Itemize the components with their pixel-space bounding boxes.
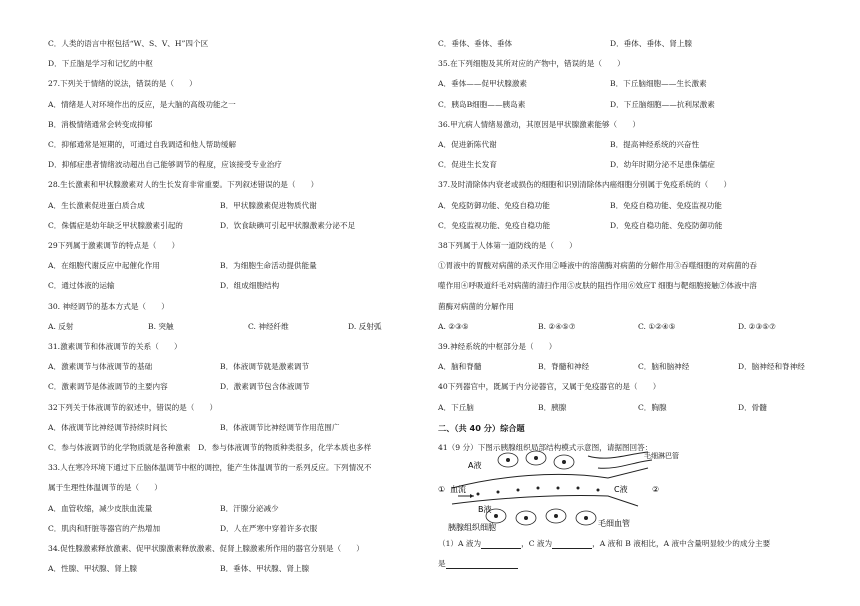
option-b[interactable]: D．组成细胞结构	[220, 281, 280, 291]
option-b[interactable]: D．饮食缺碘可引起甲状腺激素分泌不足	[220, 220, 356, 230]
option-b[interactable]: B．汗腺分泌减少	[220, 503, 279, 513]
diagram-label-a: A液	[468, 461, 482, 470]
diagram-circle-1: ①	[438, 485, 446, 494]
question-line: D．下丘脑是学习和记忆的中枢	[48, 59, 153, 69]
pancreas-tissue-diagram	[438, 448, 688, 532]
q41-blank-3[interactable]	[446, 560, 518, 569]
question-line: 27.下列关于情绪的说法，错误的是（ ）	[48, 79, 197, 89]
option-b[interactable]: B. 突触	[148, 321, 174, 331]
option-a[interactable]: A. ②③⑤	[438, 321, 469, 331]
option-a[interactable]: A．下丘脑	[438, 402, 474, 412]
question-line: 菌酶对病菌的分解作用	[438, 301, 514, 311]
option-b[interactable]: D．免疫自稳功能、免疫防御功能	[610, 220, 723, 230]
question-line: 噬作用④呼吸道纤毛对病菌的清扫作用⑤皮肤的阻挡作用⑥效应T 细胞与靶细胞接触⑦体液中溶	[438, 281, 757, 291]
diagram-label-blood: 血流	[450, 485, 466, 494]
q41-blank-1[interactable]	[481, 540, 521, 549]
question-line: 31.激素调节和体液调节的关系（ ）	[48, 342, 182, 351]
question-line: 32下列关于体液调节的叙述中，错误的是（ ）	[48, 402, 218, 412]
option-c[interactable]: C. 神经纤维	[248, 321, 289, 331]
option-a[interactable]: C．通过体液的运输	[48, 281, 115, 291]
option-a[interactable]: A．促进新陈代谢	[438, 140, 497, 149]
question-line: 37.及时清除体内衰老或损伤的细胞和识别清除体内癌细胞分别属于免疫系统的（ ）	[438, 180, 732, 190]
option-a[interactable]: C．垂体、垂体、垂体	[438, 39, 513, 48]
question-line: C．抑郁通常是短期的，可通过自我调适和他人帮助缓解	[48, 140, 237, 149]
option-b[interactable]: D．人在严寒中穿着许多衣服	[220, 523, 318, 533]
question-line: B．消极情绪通常会转变成抑郁	[48, 119, 153, 129]
option-a[interactable]: A．激素调节与体液调节的基础	[48, 362, 153, 372]
option-b[interactable]: B．体液调节就是激素调节	[220, 362, 310, 372]
question-line: C．参与体液调节的化学物质就是各种激素 D．参与体液调节的物质种类很多，化学本质也多样	[48, 443, 372, 452]
option-b[interactable]: D．垂体、垂体、肾上腺	[610, 39, 693, 48]
question-line: 41（9 分）下图示胰腺组织局部结构模式示意图，请据图回答：	[438, 443, 653, 452]
option-d[interactable]: D. ②③⑤⑦	[738, 321, 776, 331]
option-b[interactable]: B．免疫自稳功能、免疫监视功能	[610, 200, 722, 210]
option-b[interactable]: B．体液调节比神经调节作用范围广	[220, 422, 340, 432]
question-line: 40下列器官中，既属于内分泌器官，又属于免疫器官的是（ ）	[438, 382, 661, 392]
section-heading: 二、（共 40 分）综合题	[438, 422, 525, 433]
option-b[interactable]: B．甲状腺激素促进物质代谢	[220, 200, 317, 210]
option-b[interactable]: B．垂体、甲状腺、肾上腺	[220, 564, 310, 574]
diagram-circle-2: ②	[652, 485, 660, 494]
option-b[interactable]: B．为细胞生命活动提供能量	[220, 261, 317, 271]
question-line: 28.生长激素和甲状腺激素对人的生长发育非常重要。下列叙述错误的是（ ）	[48, 180, 319, 190]
option-b[interactable]: B．下丘脑细胞——生长激素	[610, 79, 707, 89]
option-b[interactable]: B．胰腺	[538, 402, 567, 412]
option-a[interactable]: C．肌肉和肝脏等器官的产热增加	[48, 523, 161, 533]
option-b[interactable]: D．下丘脑细胞——抗利尿激素	[610, 99, 715, 109]
option-c[interactable]: C. ①②④⑤	[638, 321, 676, 331]
option-a[interactable]: A. 反射	[48, 321, 74, 331]
option-b[interactable]: D．激素调节包含体液调节	[220, 382, 310, 392]
question-line: 35.在下列细胞及其所对应的产物中，错误的是（ ）	[438, 59, 625, 69]
option-a[interactable]: A．脑和脊髓	[438, 362, 482, 372]
option-b[interactable]: B. ②④⑤⑦	[538, 321, 576, 331]
q41-blank-2[interactable]	[552, 540, 592, 549]
q41-part1: （1）A 液为 ，C 液为 ，A 液和 B 液相比，A 液中含量明显较少的成分主要	[438, 539, 771, 548]
question-line: D．抑郁症患者情绪波动超出自己能够调节的程度，应该接受专业治疗	[48, 160, 282, 170]
question-line: 30. 神经调节的基本方式是（ ）	[48, 301, 169, 311]
diagram-label-lymph: 毛细淋巴管	[644, 452, 679, 460]
diagram-label-b: B液	[478, 505, 492, 514]
option-c[interactable]: C．脑和脑神经	[638, 362, 690, 372]
option-a[interactable]: C．侏儒症是幼年缺乏甲状腺激素引起的	[48, 220, 183, 230]
question-line: 36.甲亢病人情绪易激动，其原因是甲状腺激素能够（ ）	[438, 119, 640, 129]
question-line: A．情绪是人对环境作出的反应，是大脑的高级功能之一	[48, 99, 236, 109]
option-a[interactable]: A．在细胞代谢反应中起催化作用	[48, 261, 160, 271]
question-line: 33.人在寒冷环境下通过下丘脑体温调节中枢的调控，能产生体温调节的一系列反应。下列情况不	[48, 463, 372, 473]
option-a[interactable]: A．血管收缩，减少皮肤血流量	[48, 503, 153, 513]
option-d[interactable]: D．脑神经和脊神经	[738, 362, 805, 372]
diagram-label-pancreas: 胰腺组织细胞	[448, 523, 496, 532]
option-c[interactable]: C．胸腺	[638, 402, 667, 412]
question-line: 属于生理性体温调节的是（ ）	[48, 483, 162, 493]
diagram-label-c: C液	[614, 485, 628, 494]
question-line: 29下列属于激素调节的特点是（ ）	[48, 241, 180, 250]
question-line: 34.促性腺激素释放激素、促甲状腺激素释放激素、促肾上腺激素所作用的器官分别是（ ）	[48, 544, 364, 553]
option-b[interactable]: B．脊髓和神经	[538, 362, 590, 372]
question-line: 39.神经系统的中枢部分是（ ）	[438, 342, 557, 351]
question-line: ①胃液中的胃酸对病菌的杀灭作用②唾液中的溶菌酶对病菌的分解作用③吞噬细胞的对病菌的吞	[438, 261, 757, 271]
q41-part2: 是	[438, 559, 518, 569]
option-a[interactable]: C．免疫监视功能、免疫自稳功能	[438, 220, 551, 230]
option-a[interactable]: C．促进生长发育	[438, 160, 497, 170]
option-a[interactable]: A．体液调节比神经调节持续时间长	[48, 422, 168, 432]
option-a[interactable]: C．激素调节是体液调节的主要内容	[48, 382, 168, 392]
option-d[interactable]: D．骨髓	[738, 402, 767, 412]
question-line: C．人类的语言中枢包括“W、S、V、H”四个区	[48, 39, 209, 48]
question-line: 38下列属于人体第一道防线的是（ ）	[438, 241, 577, 250]
option-a[interactable]: A．免疫防御功能、免疫自稳功能	[438, 200, 550, 210]
option-a[interactable]: C．胰岛B细胞——胰岛素	[438, 99, 526, 109]
option-a[interactable]: A．垂体——促甲状腺激素	[438, 79, 528, 89]
option-b[interactable]: B．提高神经系统的兴奋性	[610, 140, 700, 149]
option-a[interactable]: A．性腺、甲状腺、肾上腺	[48, 564, 138, 574]
option-d[interactable]: D. 反射弧	[348, 321, 382, 331]
option-a[interactable]: A．生长激素促进蛋白质合成	[48, 200, 145, 210]
option-b[interactable]: D．幼年时期分泌不足患侏儒症	[610, 160, 715, 170]
diagram-label-capillary: 毛细血管	[598, 519, 630, 528]
